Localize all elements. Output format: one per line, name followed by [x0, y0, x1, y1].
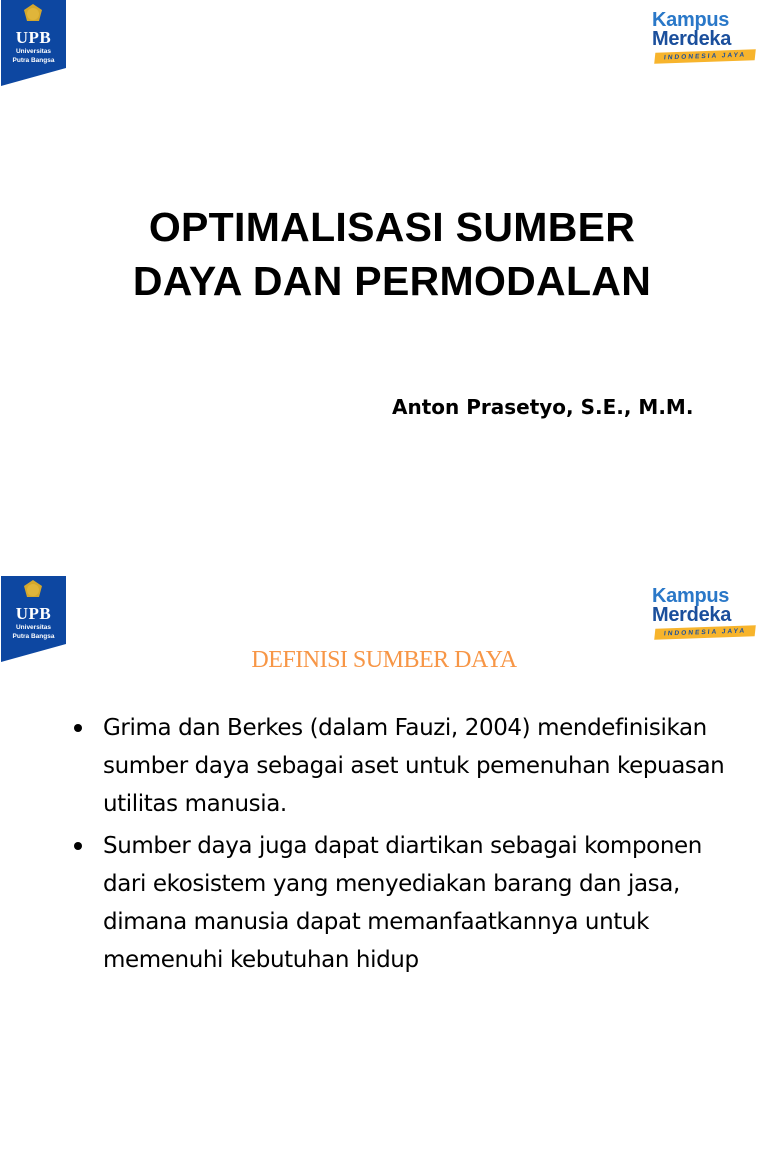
- upb-name-label: Putra Bangsa: [12, 633, 55, 640]
- kampus-word: Kampus: [652, 9, 730, 31]
- tagline-text: INDONESIA JAYA: [663, 51, 747, 62]
- merdeka-word: Merdeka: [652, 604, 732, 626]
- upb-name-label: Putra Bangsa: [12, 57, 55, 64]
- kampus-word: Kampus: [652, 585, 730, 607]
- author-name: Anton Prasetyo, S.E., M.M.: [392, 395, 694, 419]
- upb-abbr: UPB: [15, 604, 52, 623]
- title-line-2: DAYA DAN PERMODALAN: [132, 258, 652, 304]
- tagline-banner: [654, 49, 756, 63]
- tagline-banner: [654, 625, 756, 639]
- tagline-text: INDONESIA JAYA: [663, 627, 747, 638]
- bullet-list: [72, 709, 732, 983]
- bullet-item: [72, 827, 732, 979]
- bullet-text: Sumber daya juga dapat diartikan sebagai komponen dari ekosistem yang menyediakan barang dan jasa, dimana manusia dapat memanfaatkannya untuk memenuhi kebutuhan hidup: [103, 833, 702, 973]
- bullet-dot-icon: [74, 842, 82, 850]
- bullet-item: [72, 709, 732, 823]
- presentation-title: [0, 200, 768, 308]
- definition-slide: [0, 576, 768, 1152]
- bullet-dot-icon: [74, 724, 82, 732]
- merdeka-word: Merdeka: [652, 28, 732, 50]
- section-title: DEFINISI SUMBER DAYA: [251, 647, 517, 673]
- kampus-merdeka-logo: [652, 584, 760, 642]
- upb-university-label: Universitas: [15, 624, 52, 631]
- kampus-merdeka-logo: [652, 8, 760, 66]
- bullet-text: Grima dan Berkes (dalam Fauzi, 2004) mendefinisikan sumber daya sebagai aset untuk pemenuhan kepuasan utilitas manusia.: [103, 715, 725, 817]
- upb-logo: [1, 0, 66, 86]
- upb-abbr: UPB: [15, 28, 52, 47]
- title-line-1: OPTIMALISASI SUMBER: [148, 204, 636, 250]
- upb-university-label: Universitas: [15, 48, 52, 55]
